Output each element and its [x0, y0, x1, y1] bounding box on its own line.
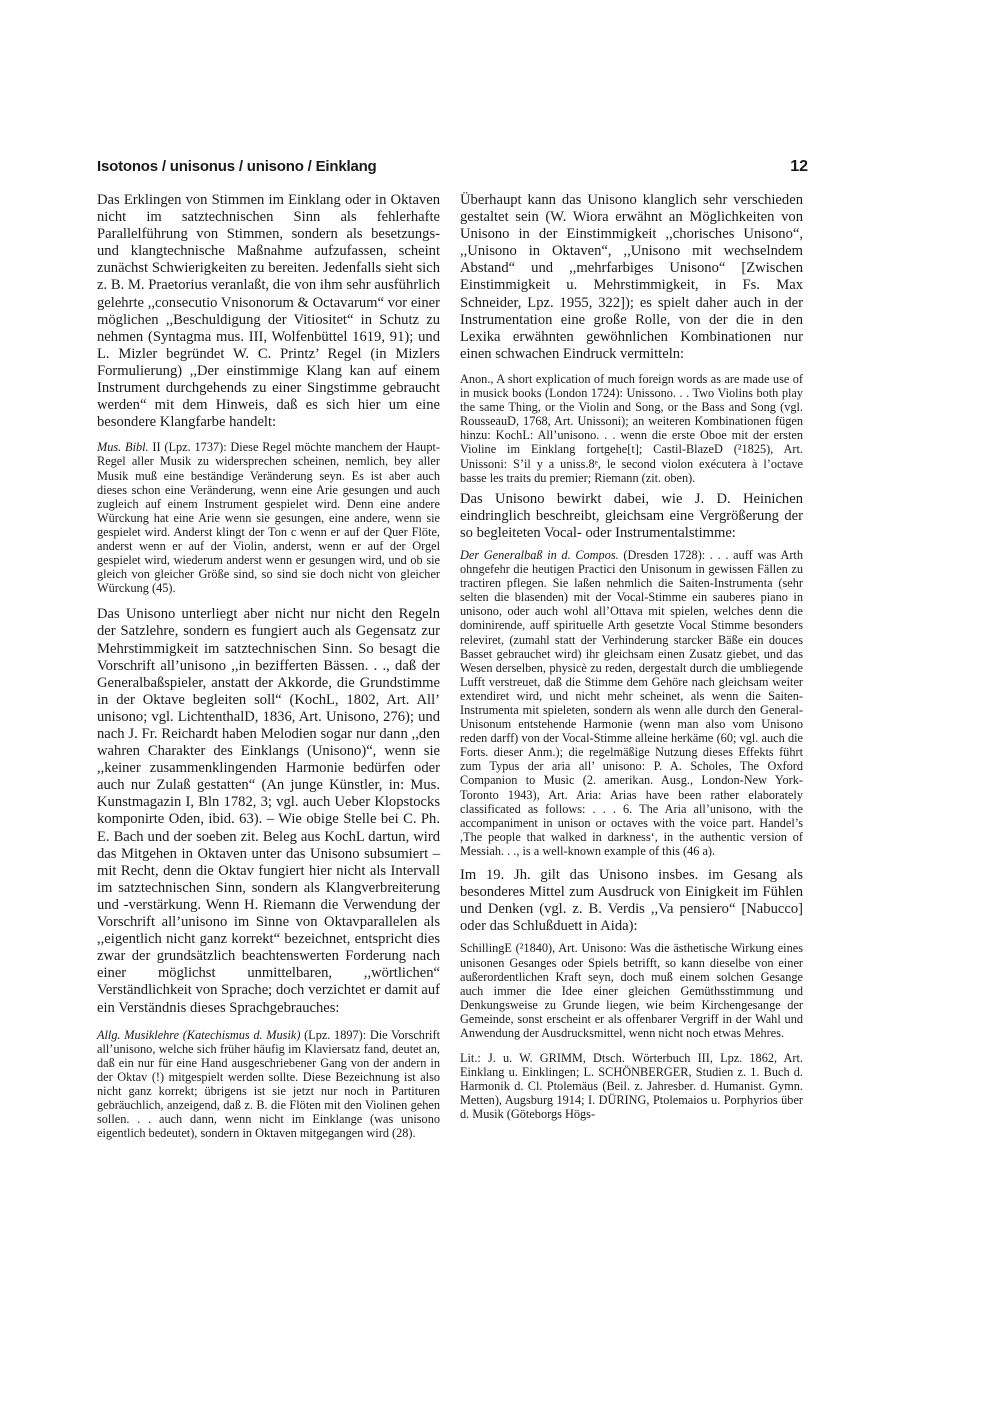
paragraph-klanglich: Überhaupt kann das Unisono klanglich sehr verschieden gestaltet sein (W. Wiora erwähnt an Möglichkeiten von Unisono in der Einstimmigkeit ,,chorisches Unisono“, ,,Unisono in Oktaven“, ,,Unisono mit wechselndem Abstand“ und ,,mehrfarbiges Unisono“ [Zwischen Einstimmigkeit u. Mehrstimmigkeit, in Fs. Max Schneider, Lpz. 1955, 322]); es spielt daher auch in der Instrumentation eine große Rolle, von der die in den Lexika erwähnten gewöhnlichen Kombinationen nur einen schwachen Eindruck vermitteln:	[460, 192, 803, 362]
page-number: 12	[790, 158, 808, 175]
quote-schilling: SchillingE (²1840), Art. Unisono: Was die ästhetische Wirkung eines unisonen Gesanges oder Spiels betrifft, so kann dieselbe von einer außerordentlichen Kraft seyn, doch muß einem solchen Gesange auch immer die Idee einer gleichen Gemüthsstimmung und Denkungsweise zu Grunde liegen, wie beim Kirchengesange der Gemeinde, sonst erscheint er als offenbarer Vergriff in der Wahl und Anwendung der Ausdrucksmittel, wenn nicht noch etwas Mehres.	[460, 941, 803, 1040]
paragraph-unisono-satzlehre: Das Unisono unterliegt aber nicht nur nicht den Regeln der Satzlehre, sondern es fungiert auch als Gegensatz zur Mehrstimmigkeit im satztechnischen Sinn. So besagt die Vorschrift all’unisono ,,in bezifferten Bässen. . ., daß der Generalbaßspieler, anstatt der Akkorde, die Grundstimme in der Oktave begleiten soll“ (KochL, 1802, Art. All’ unisono; vgl. LichtenthalD, 1836, Art. Unisono, 276); und nach J. Fr. Reichardt haben Melodien sogar nur dann ,,den wahren Charakter des Einklangs (Unisono)“, wenn sie ,,keiner zusammenklingenden Harmonie bedürfen oder auch nur Zulaß gestatten“ (An junge Künstler, in: Mus. Kunstmagazin I, Bln 1782, 3; vgl. auch Ueber Klopstocks komponirte Oden, ibid. 63). – Wie obige Stelle bei C. Ph. E. Bach und der soeben zit. Beleg aus KochL dartun, wird das Mitgehen in Oktaven unter das Unisono subsumiert – mit Recht, denn die Oktav fungiert hier nicht als Intervall im satztechnischen Sinn, sondern als Klangverbreiterung und -verstärkung. Wenn H. Riemann die Verwendung der Vorschrift all’unisono im Sinne von Oktavparallelen als ,,eigentlich nicht ganz korrekt“ bezeichnet, entspricht dies zwar der grundsätzlich beachtenswerten Forderung nach einer möglichst unmittelbaren, ,,wörtlichen“ Verständlichkeit von Sprache; doch verzichtet er damit auf ein Verständnis dieses Sprachgebrauches:	[97, 606, 440, 1016]
quote-source: Mus. Bibl.	[97, 440, 149, 455]
paragraph-19-jh: Im 19. Jh. gilt das Unisono insbes. im Gesang als besonderes Mittel zum Ausdruck von Einigkeit im Fühlen und Denken (vgl. z. B. Verdis ,,Va pensiero“ [Nabucco] oder das Schlußduett in Aida):	[460, 867, 803, 935]
quote-source: Der Generalbaß in d. Compos.	[460, 547, 619, 562]
paragraph-heinichen: Das Unisono bewirkt dabei, wie J. D. Heinichen eindringlich beschreibt, gleichsam eine Vergrößerung der so begleiteten Vocal- oder Instrumentalstimme:	[460, 490, 803, 541]
page-header	[97, 158, 808, 180]
quote-mizler	[97, 440, 440, 595]
right-column	[460, 192, 803, 1122]
article-title: Isotonos / unisonus / unisono / Einklang	[97, 158, 377, 175]
quote-source: Allg. Musiklehre (Katechismus d. Musik)	[97, 1027, 301, 1042]
left-column	[97, 192, 440, 1140]
quote-text: II (Lpz. 1737): Diese Regel möchte manchem der Haupt-Regel aller Musik zu widersprechen scheinen, nemlich, bey aller Musik muß eine beständige Veränderung seyn. Es ist aber auch dieses schon eine Veränderung, wenn eine Arie gesungen und auch zugleich auf einem Instrument gespielet wird. Denn eine andere Würckung hat eine Arie wenn sie gesungen, eine andere, wenn sie gespielet wird. Anderst klingt der Ton c wenn er auf der Quer Flöte, anderst wenn er auf der Violin, anderst, wenn er auf der Orgel gespielet wird, wiederum anderst wenn er gesungen wird, und ob sie gleich von gleicher Größe sind, so sind sie doch nicht von gleicher Würckung (45).	[97, 440, 440, 596]
paragraph-einklang-intro: Das Erklingen von Stimmen im Einklang oder in Oktaven nicht im satztechnischen Sinn als fehlerhafte Parallelführung von Stimmen, sondern als besetzungs- und klangtechnische Maßnahme aufzufassen, scheint zunächst Schwierigkeiten zu bereiten. Jedenfalls sieht sich z. B. M. Praetorius veranlaßt, die von ihm sehr ausführlich gelehrte ,,consecutio Vnisonorum & Octavarum“ vor einer möglichen ,,Beschuldigung der Vitiositet“ in Schutz zu nehmen (Syntagma mus. III, Wolfenbüttel 1619, 91); und L. Mizler begründet W. C. Printz’ Regel (in Mizlers Formulierung) ,,Der einstimmige Klang kan auf einem Instrument durchgehends zu einer Singstimme gebraucht werden“ mit dem Hinweis, daß es sich hier um eine besondere Klangfarbe handelt:	[97, 192, 440, 431]
quote-text: (Lpz. 1897): Die Vorschrift all’unisono, welche sich früher häufig im Klaviersatz fand, deutet an, daß ein nur für eine Hand ausgeschriebener Gang von der andern in der Oktav (!) mitgespielt werden sollte. Diese Bezeichnung ist also nicht ganz korrekt; übrigens ist sie jetzt nur noch in Partituren gebräuchlich, anzeigend, daß z. B. die Flöten mit den Violinen gehen sollen. . . auch dann, wenn nicht im Einklange (was unisono eigentlich bedeutet), sondern in Oktaven mitgegangen wird (28).	[97, 1027, 440, 1141]
quote-lexika: Anon., A short explication of much foreign words as are made use of in musick books (London 1724): Unissono. . . Two Violins both play the same Thing, or the Violin and Song, or the Bass and Song (vgl. RousseauD, 1768, Art. Unissoni); an weiteren Kombinationen fügen hinzu: KochL: All’unisono. . . wenn die erste Oboe mit der ersten Violine im Einklang fortgehe[t]; Castil-BlazeD (²1825), Art. Unissoni: S’il y a uniss.8ᵉ, le second violon exécutera à l’octave basse les traits du premier; Riemann (zit. oben).	[460, 371, 803, 485]
quote-text: (Dresden 1728): . . . auff was Arth ohngefehr die heutigen Practici den Unisonum in gewissen Fällen zu tractiren pflegen. Sie laßen nehmlich die Saiten-Instrumenta (sehr selten die blasenden) mit der Vocal-Stimme ein sauberes piano in unisono, oder auch wohl all’Ottava mit spielen, welches denn die dominirende, auff spirituelle Arth gesetzte Vocal Stimme besonders releviret, (zumahl statt der Verhinderung starcker Bäße ein douces Basset gebrauchet wird) ihr gleichsam einen Zusatz giebet, und das Wesen derselben, physicè zu reden, dergestalt durch die umbliegende Lufft verstreuet, daß die Stimme dem Gehöre nach gleichsam weiter extendiret wird, und nicht mehr scheinet, als wenn die Saiten-Instrumenta mit spieleten, sondern als wenn alle durch den General-Unisonum entstehende Harmonie (wenn man also vom Unisono reden darff) von der Vocal-Stimme alleine herkäme (60; vgl. auch die Forts. dieser Anm.); die regelmäßige Nutzung dieses Effekts führt zum Typus der aria all’ unisono: P. A. Scholes, The Oxford Companion to Music (2. amerikan. Ausg., London-New York-Toronto 1943), Art. Aria: Arias have been rather elaborately classificated as follows: . . . 6. The Aria all’unisono, with the accompaniment in unison or octaves with the voice part. Handel’s ,The people that walked in darkness‘, in the authentic version of Messiah. . ., is a well-known example of this (46 a).	[460, 547, 803, 858]
quote-heinichen	[460, 548, 803, 858]
literature-list: Lit.: J. u. W. GRIMM, Dtsch. Wörterbuch III, Lpz. 1862, Art. Einklang u. Einklingen; L. SCHÖNBERGER, Studien z. 1. Buch d. Harmonik d. Cl. Ptolemäus (Beil. z. Jahresber. d. Humanist. Gymn. Metten), Augsburg 1914; I. DÜRING, Ptolemaios u. Porphyrios über d. Musik (Göteborgs Högs-	[460, 1051, 803, 1122]
quote-riemann	[97, 1028, 440, 1141]
